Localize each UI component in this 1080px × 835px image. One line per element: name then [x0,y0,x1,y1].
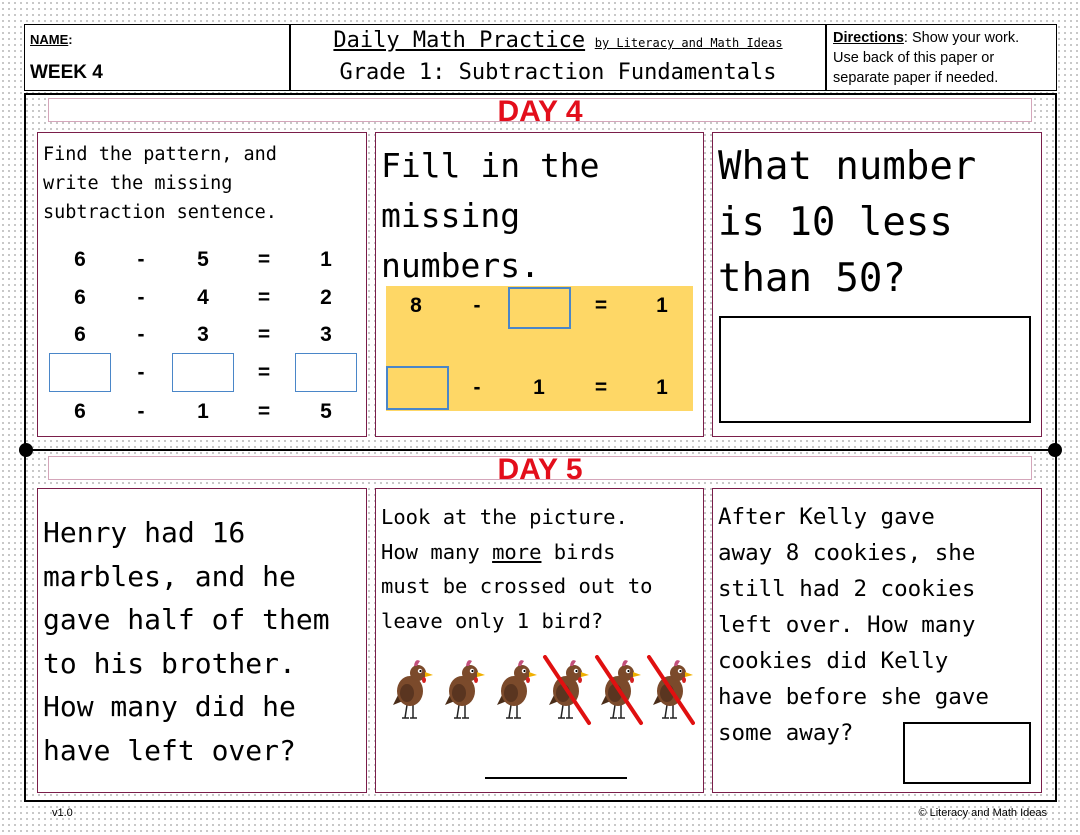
prompt-line: Henry had 16 [43,516,246,549]
equation-cell: = [594,294,608,317]
prompt-line: missing [381,196,521,235]
prompt-line: Look at the picture. [381,505,628,529]
version-label: v1.0 [52,807,73,819]
pattern-cell: 6 [74,286,86,309]
directions-line3: separate paper if needed. [833,70,999,86]
prompt-text: birds [541,539,616,564]
day5-label: DAY 5 [497,453,583,486]
prompt-line: than 50? [718,256,906,301]
day5-q1-prompt [43,511,330,772]
prompt-line: away 8 cookies, she [718,540,976,566]
pattern-cell: 5 [320,400,332,423]
prompt-line: still had 2 cookies [718,576,976,602]
answer-box[interactable] [295,353,357,392]
pattern-cell: 1 [320,248,332,271]
day4-q1-prompt [43,140,277,227]
pattern-cell: 3 [197,323,209,346]
pattern-cell: = [257,361,271,384]
prompt-line: cookies did Kelly [718,648,949,674]
equation-cell: - [473,294,481,317]
name-label-text: NAME [30,32,69,47]
answer-box[interactable] [172,353,234,392]
pattern-cell: - [137,248,145,271]
cross-mark [649,657,693,723]
directions-text: : Show your work. [903,30,1020,46]
equation-cell: - [473,376,481,399]
birds-illustration [385,655,695,735]
equation-cell: 1 [656,294,668,317]
name-colon: : [68,32,73,47]
prompt-line: is 10 less [718,200,953,245]
equation-cell: 1 [533,376,545,399]
page-title [290,28,826,53]
prompt-line: must be crossed out to [381,574,653,598]
bird-picture [385,655,695,735]
pattern-cell: = [257,323,271,346]
answer-box[interactable] [386,366,449,410]
byline-text: by Literacy and Math Ideas [594,36,783,50]
prompt-line: leave only 1 bird? [381,608,604,633]
bird [649,657,693,723]
pattern-cell: 4 [197,286,209,309]
bird [445,660,485,718]
prompt-line: have left over? [43,733,296,767]
directions-label: Directions [833,30,904,46]
pattern-cell: 3 [320,323,332,346]
prompt-line [381,535,653,570]
pattern-cell: - [137,323,145,346]
day5-q2-prompt [381,500,653,638]
pattern-cell: = [257,400,271,423]
day-divider [24,449,1057,451]
bird [393,660,433,718]
day4-q2-prompt [381,141,600,291]
name-label [30,32,73,47]
pattern-cell: 1 [197,400,209,423]
prompt-line: After Kelly gave [718,504,935,530]
prompt-line: subtraction sentence. [43,202,277,223]
week-label: WEEK 4 [30,62,103,83]
answer-line[interactable] [485,777,627,779]
equation-cell: 8 [410,294,422,317]
title-text: Daily Math Practice [333,28,586,53]
bird [545,657,589,723]
pattern-cell: 2 [320,286,332,309]
pattern-cell: - [137,286,145,309]
prompt-line: What number [718,144,977,189]
page-subtitle: Grade 1: Subtraction Fundamentals [339,60,777,85]
prompt-line: have before she gave [718,684,989,710]
bird [497,660,537,718]
copyright-label: © Literacy and Math Ideas [918,807,1047,819]
prompt-line: gave half of them [43,603,330,636]
divider-dot-left [19,443,33,457]
pattern-cell: 6 [74,323,86,346]
equation-cell: 1 [656,376,668,399]
directions [833,28,1019,88]
directions-line2: Use back of this paper or [833,50,995,66]
prompt-line: numbers. [381,246,540,285]
pattern-cell: 5 [197,248,209,271]
cross-mark [597,657,641,723]
answer-box[interactable] [719,316,1031,423]
bird [597,657,641,723]
divider-dot-right [1048,443,1062,457]
answer-box[interactable] [49,353,111,392]
prompt-text: How many [381,539,493,564]
prompt-line: How many did he [43,690,296,723]
answer-box[interactable] [903,722,1031,784]
prompt-line: Fill in the [381,146,600,185]
day4-label: DAY 4 [497,95,583,128]
emphasis-more: more [492,539,542,564]
pattern-cell: - [137,361,145,384]
pattern-cell: 6 [74,400,86,423]
prompt-line: write the missing [43,173,233,194]
prompt-line: marbles, and he [43,559,296,593]
day4-q3-prompt [718,139,976,307]
answer-box[interactable] [508,287,571,329]
prompt-line: left over. How many [718,612,976,638]
pattern-cell: = [257,248,271,271]
day5-q3-prompt [718,499,989,751]
pattern-cell: 6 [74,248,86,271]
pattern-cell: - [137,400,145,423]
prompt-line: Find the pattern, and [43,144,277,165]
equation-cell: = [594,376,608,399]
prompt-line: to his brother. [43,646,296,680]
prompt-line: some away? [718,720,854,746]
pattern-cell: = [257,286,271,309]
cross-mark [545,657,589,723]
